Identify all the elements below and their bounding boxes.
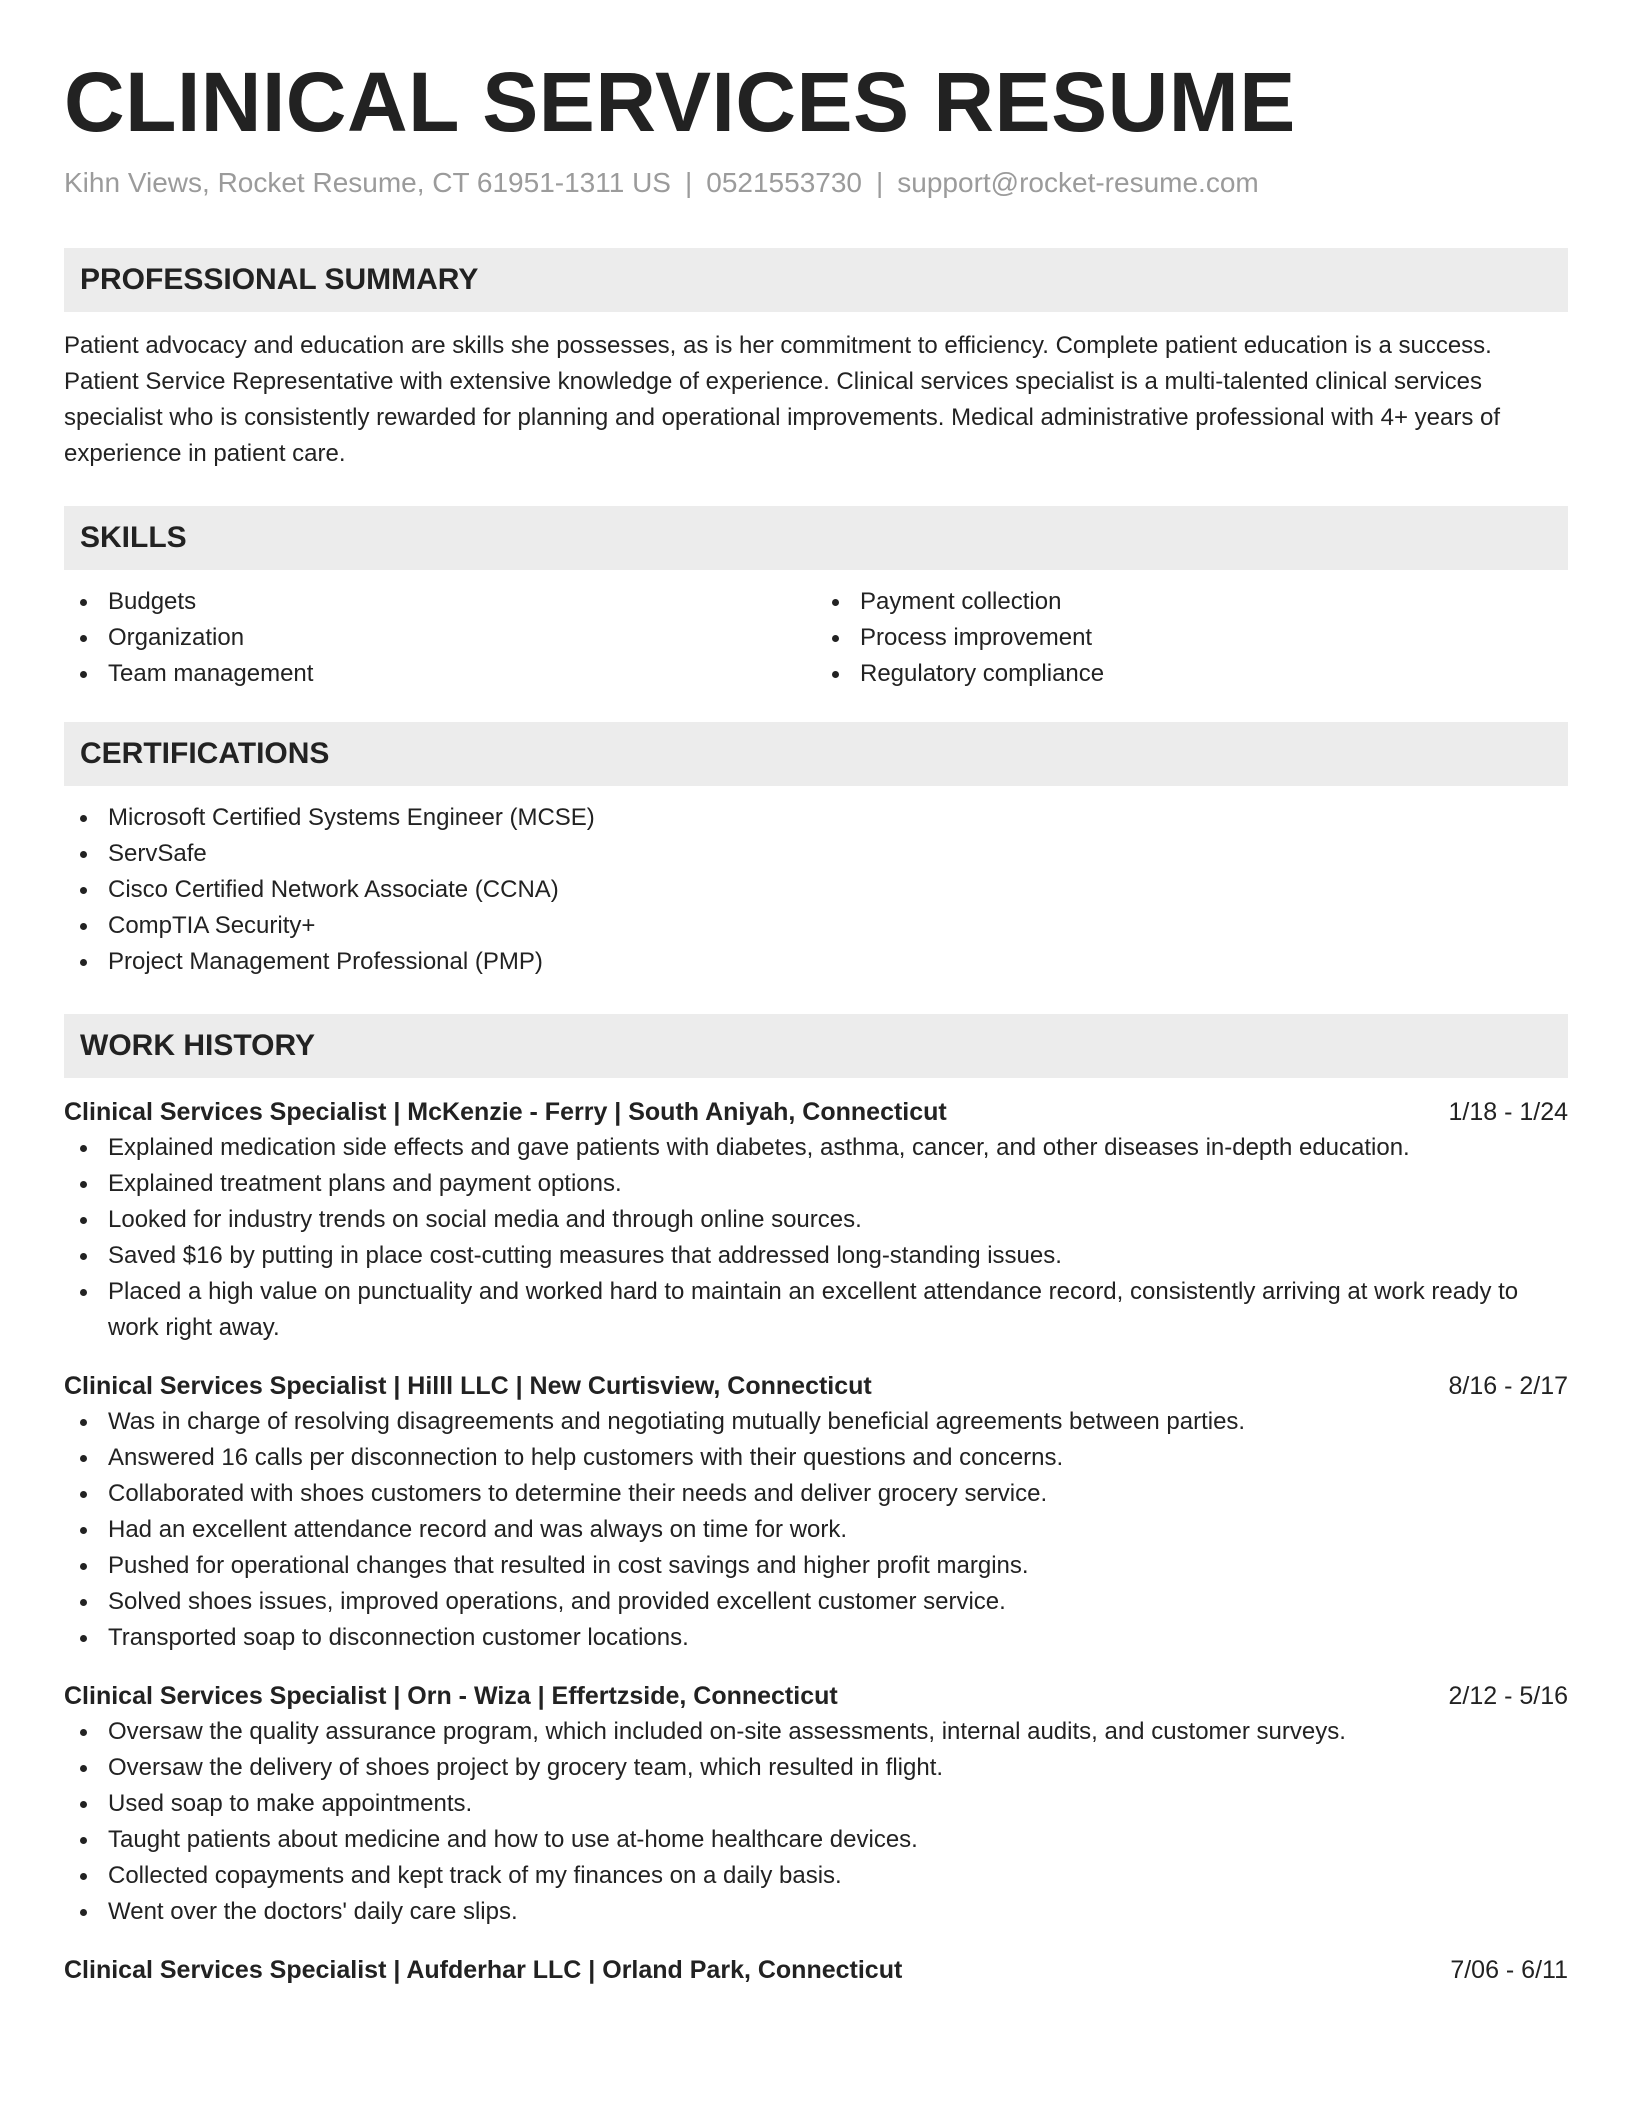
job-bullet: Collected copayments and kept track of my finances on a daily basis. [64,1858,1568,1894]
work-history-section [64,1014,1568,1988]
job-bullet: Transported soap to disconnection customer locations. [64,1620,1568,1656]
job-header [64,1368,1568,1404]
job-header [64,1952,1568,1988]
job-bullet: Placed a high value on punctuality and worked hard to maintain an excellent attendance record, consistently arriving at work ready to work right away. [64,1274,1568,1346]
job-entry [64,1678,1568,1930]
summary-section [64,248,1568,472]
contact-line [64,166,1568,200]
job-header [64,1678,1568,1714]
job-bullet: Answered 16 calls per disconnection to help customers with their questions and concerns. [64,1440,1568,1476]
skill-item: Regulatory compliance [816,656,1568,692]
contact-separator: | [684,167,693,199]
contact-address: Kihn Views, Rocket Resume, CT 61951-1311 US [64,167,671,199]
work-history-heading: WORK HISTORY [64,1014,1568,1078]
job-entry [64,1094,1568,1346]
skill-item: Process improvement [816,620,1568,656]
certification-item: Project Management Professional (PMP) [64,944,1568,980]
job-title: Clinical Services Specialist | McKenzie - Ferry | South Aniyah, Connecticut [64,1097,947,1126]
job-bullet: Oversaw the quality assurance program, which included on-site assessments, internal audits, and customer surveys. [64,1714,1568,1750]
job-title: Clinical Services Specialist | Orn - Wiza | Effertzside, Connecticut [64,1681,838,1710]
job-bullet: Went over the doctors' daily care slips. [64,1894,1568,1930]
skills-column-left [64,584,816,692]
job-bullets [64,1130,1568,1346]
contact-email: support@rocket-resume.com [897,167,1259,199]
resume-title: CLINICAL SERVICES RESUME [64,55,1296,149]
contact-separator: | [876,167,884,199]
job-dates: 8/16 - 2/17 [1448,1371,1568,1400]
certifications-list [64,800,1568,980]
job-bullet: Looked for industry trends on social media and through online sources. [64,1202,1568,1238]
certifications-section [64,722,1568,980]
skills-column-right [816,584,1568,692]
job-bullet: Collaborated with shoes customers to determine their needs and deliver grocery service. [64,1476,1568,1512]
job-title: Clinical Services Specialist | Aufderhar LLC | Orland Park, Connecticut [64,1955,903,1984]
job-bullets [64,1404,1568,1656]
job-dates: 1/18 - 1/24 [1448,1097,1568,1126]
job-bullet: Pushed for operational changes that resulted in cost savings and higher profit margins. [64,1548,1568,1584]
job-dates: 7/06 - 6/11 [1450,1955,1568,1984]
job-bullet: Solved shoes issues, improved operations, and provided excellent customer service. [64,1584,1568,1620]
skill-item: Budgets [64,584,816,620]
job-bullet: Saved $16 by putting in place cost-cutting measures that addressed long-standing issues. [64,1238,1568,1274]
skill-item: Organization [64,620,816,656]
summary-text: Patient advocacy and education are skills she possesses, as is her commitment to efficiency. Complete patient education is a success. Patient Service Representative with extensive knowledge of experience. Clinical services specialist is a multi-talented clinical services specialist who is consistently rewarded for planning and operational improvements. Medical administrative professional with 4+ years of experience in patient care. [64,331,1501,467]
skills-heading: SKILLS [64,506,1568,570]
job-header [64,1094,1568,1130]
job-bullet: Was in charge of resolving disagreements and negotiating mutually beneficial agreements between parties. [64,1404,1568,1440]
job-entry [64,1952,1568,1988]
certifications-heading: CERTIFICATIONS [64,722,1568,786]
job-entry [64,1368,1568,1656]
summary-heading: PROFESSIONAL SUMMARY [64,248,1568,312]
skills-section [64,506,1568,692]
job-dates: 2/12 - 5/16 [1448,1681,1568,1710]
certification-item: ServSafe [64,836,1568,872]
job-bullet: Explained medication side effects and gave patients with diabetes, asthma, cancer, and other diseases in-depth education. [64,1130,1568,1166]
contact-phone: 0521553730 [706,167,862,199]
job-bullet: Oversaw the delivery of shoes project by grocery team, which resulted in flight. [64,1750,1568,1786]
certification-item: Cisco Certified Network Associate (CCNA) [64,872,1568,908]
certification-item: CompTIA Security+ [64,908,1568,944]
job-bullet: Explained treatment plans and payment options. [64,1166,1568,1202]
skill-item: Team management [64,656,816,692]
skills-grid [64,584,1568,692]
skill-item: Payment collection [816,584,1568,620]
job-bullets [64,1714,1568,1930]
job-bullet: Taught patients about medicine and how to use at-home healthcare devices. [64,1822,1568,1858]
job-bullet: Used soap to make appointments. [64,1786,1568,1822]
job-title: Clinical Services Specialist | Hilll LLC | New Curtisview, Connecticut [64,1371,872,1400]
job-bullet: Had an excellent attendance record and was always on time for work. [64,1512,1568,1548]
certification-item: Microsoft Certified Systems Engineer (MCSE) [64,800,1568,836]
